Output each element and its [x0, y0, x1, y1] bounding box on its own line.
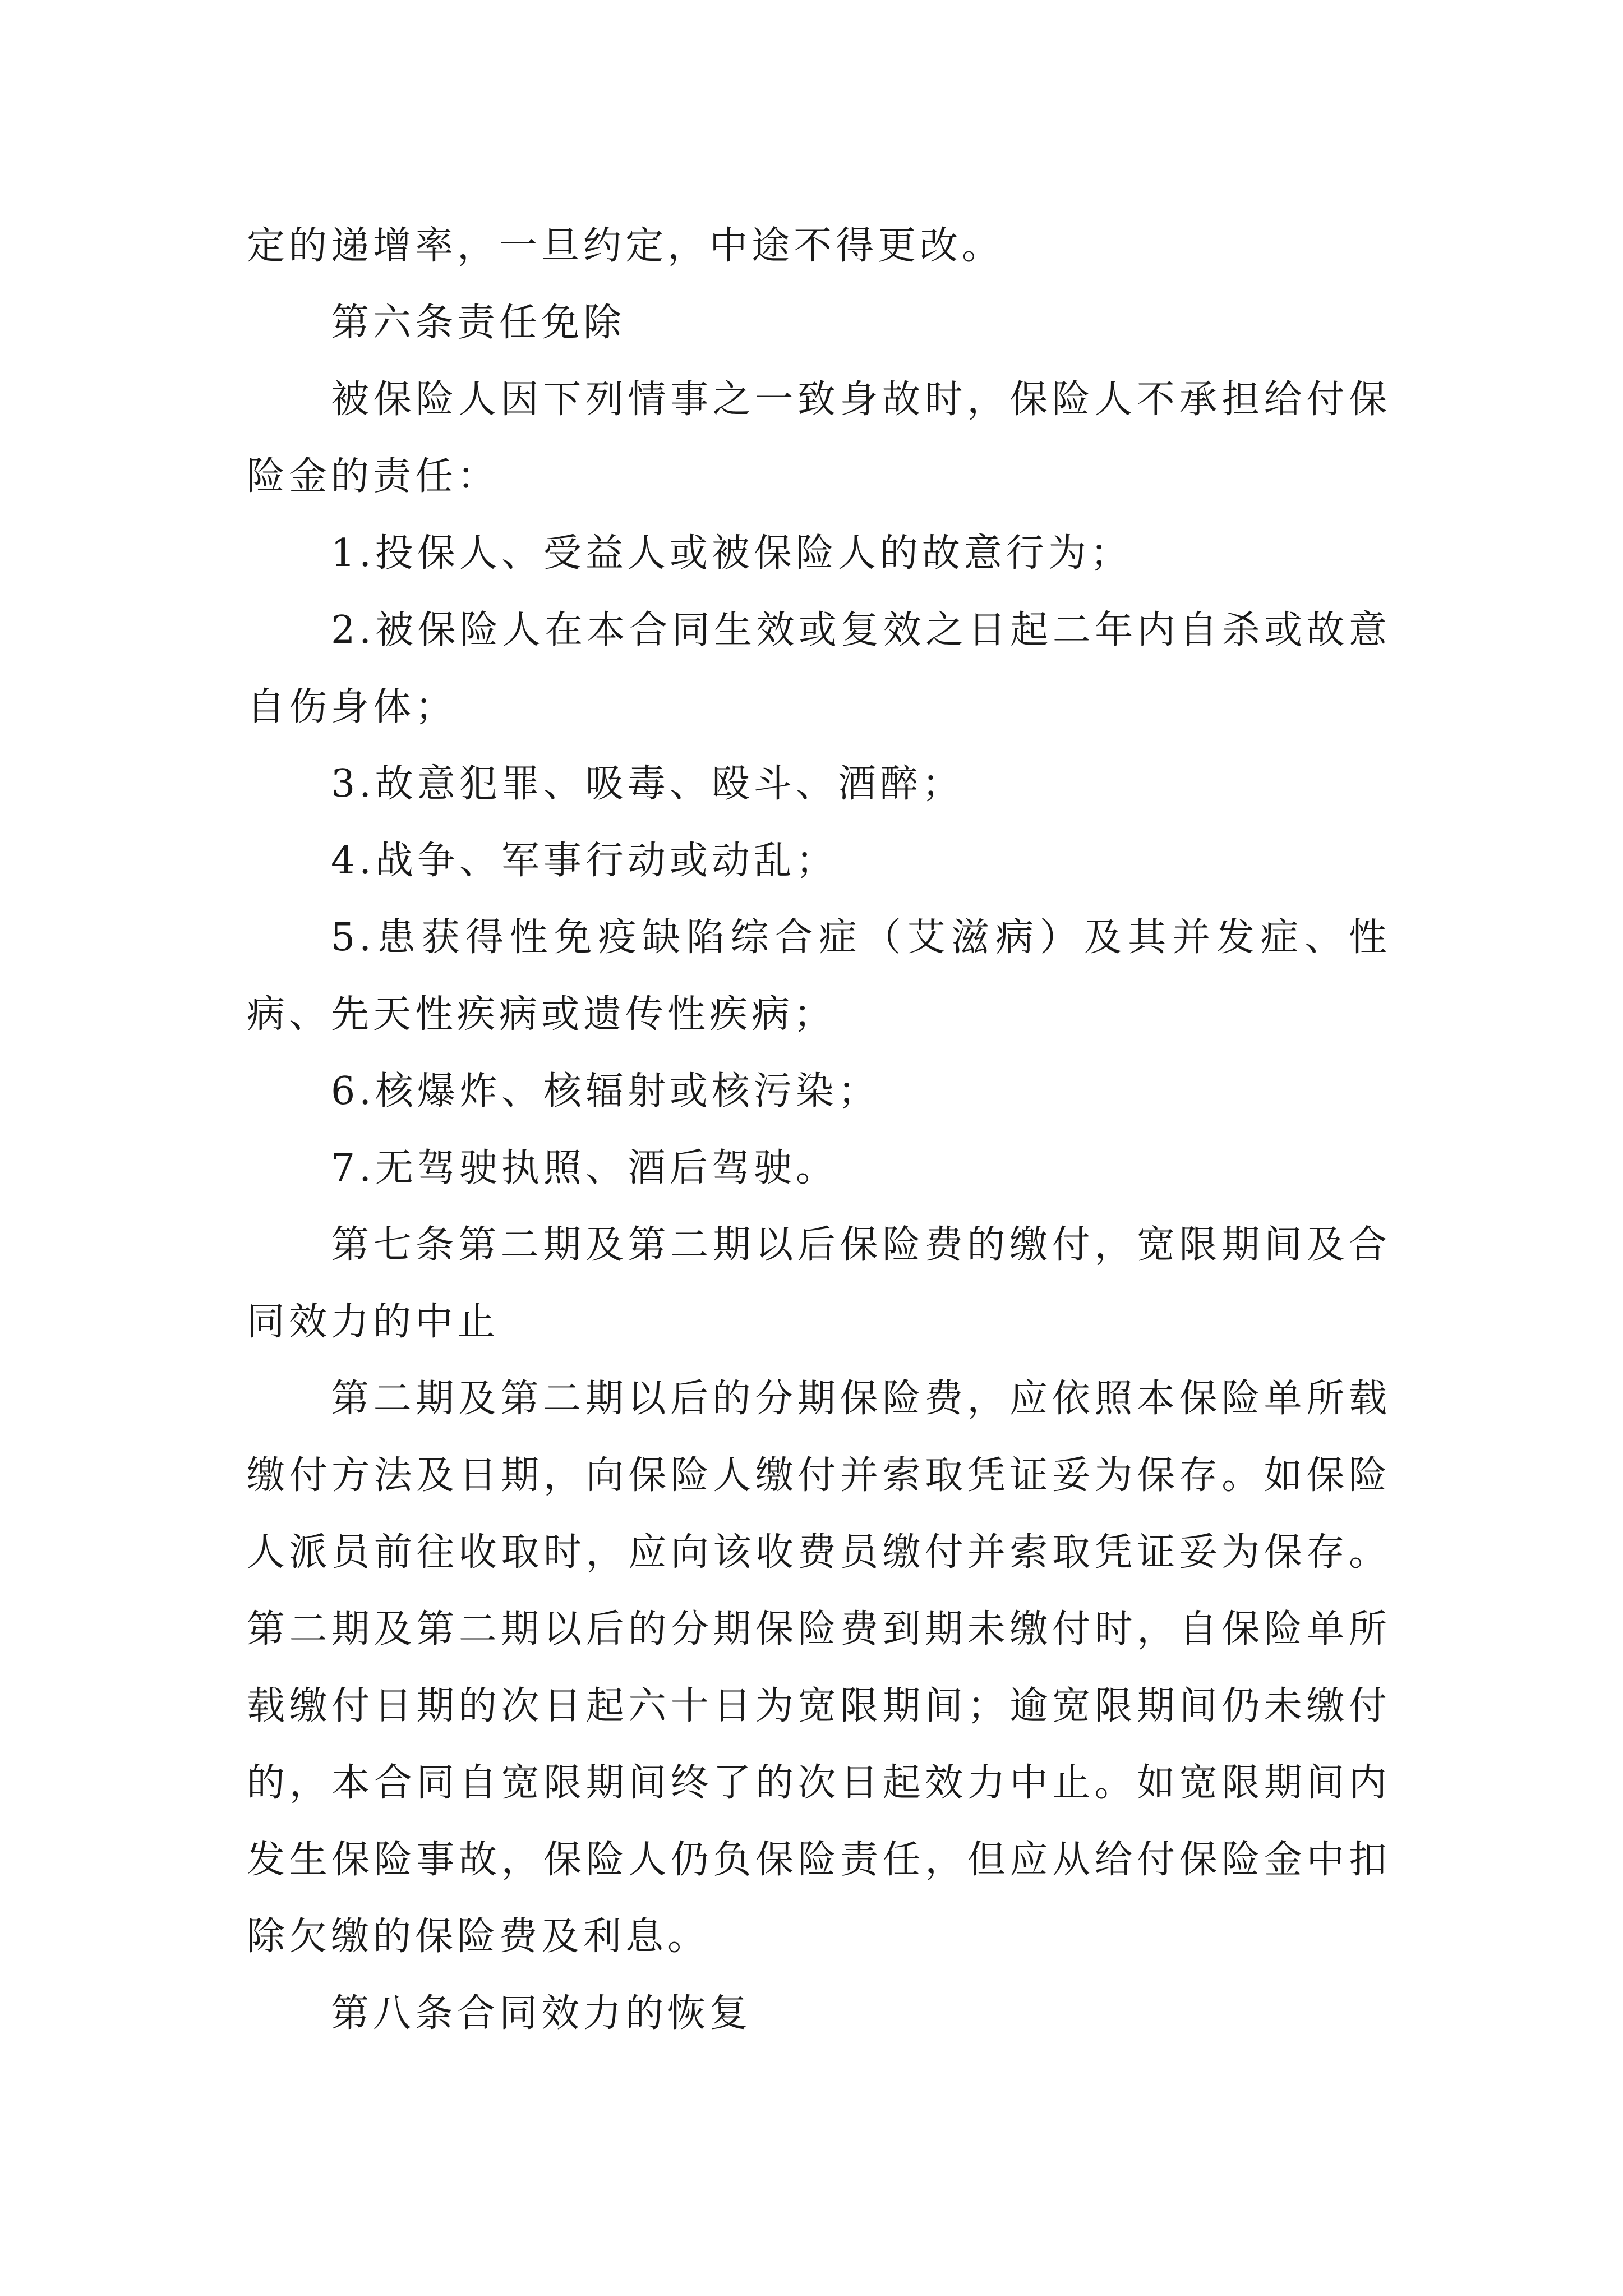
section-heading: 第八条合同效力的恢复	[331, 1991, 752, 2036]
section-heading: 第六条责任免除	[331, 301, 626, 345]
section-heading: 第七条第二期及第二期以后保险费的缴付，宽限期间及合同效力的中止	[247, 1223, 1391, 1344]
document-body	[247, 208, 1391, 2052]
list-item: 1.投保人、受益人或被保险人的故意行为；	[331, 531, 1132, 576]
list-item: 6.核爆炸、核辐射或核污染；	[331, 1069, 880, 1114]
paragraph: 第二期及第二期以后的分期保险费，应依照本保险单所载缴付方法及日期，向保险人缴付并索取凭证妥为保存。如保险人派员前往收取时，应向该收费员缴付并索取凭证妥为保存。第二期及第二期以后的分期保险费到期未缴付时，自保险单所载缴付日期的次日起六十日为宽限期间；逾宽限期间仍未缴付的，本合同自宽限期间终了的次日起效力中止。如宽限期间内发生保险事故，保险人仍负保险责任，但应从给付保险金中扣除欠缴的保险费及利息。	[247, 1377, 1391, 1959]
list-item: 5.患获得性免疫缺陷综合症（艾滋病）及其并发症、性病、先天性疾病或遗传性疾病；	[247, 915, 1391, 1037]
list-item: 4.战争、军事行动或动乱；	[331, 839, 838, 883]
list-item: 2.被保险人在本合同生效或复效之日起二年内自杀或故意自伤身体；	[247, 608, 1391, 729]
list-item: 7.无驾驶执照、酒后驾驶。	[331, 1146, 838, 1190]
paragraph: 定的递增率，一旦约定，中途不得更改。	[247, 224, 1004, 268]
paragraph: 被保险人因下列情事之一致身故时，保险人不承担给付保险金的责任：	[247, 378, 1391, 499]
list-item: 3.故意犯罪、吸毒、殴斗、酒醉；	[331, 762, 964, 806]
